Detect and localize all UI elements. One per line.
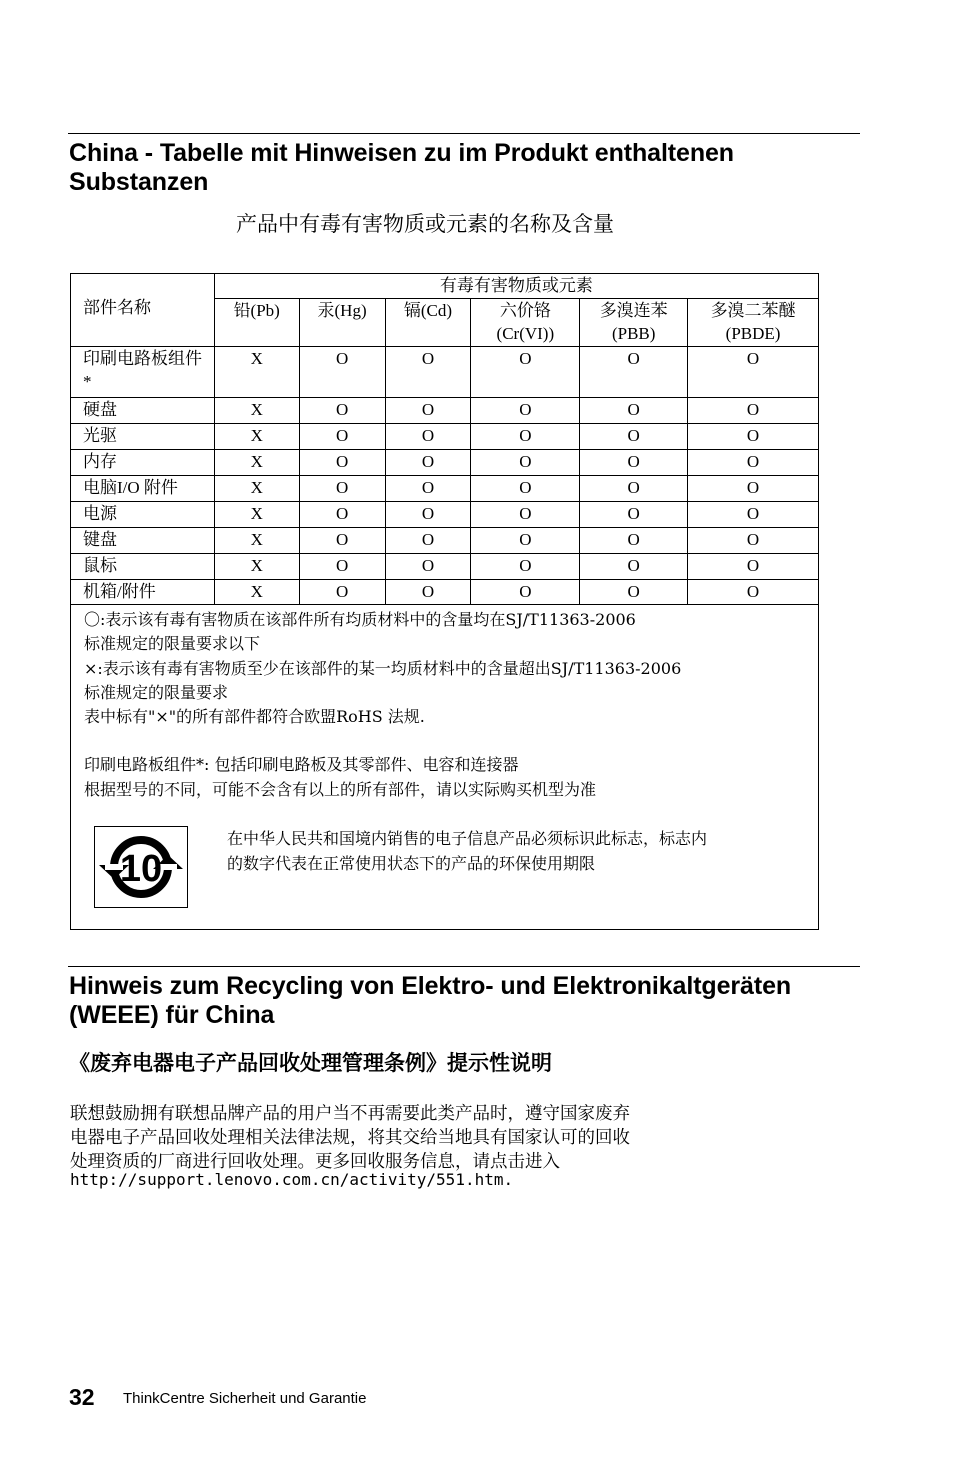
table-row [71,502,819,528]
value-cell: O [299,502,385,528]
note-rohs: 表中标有"×"的所有部件都符合欧盟RoHS 法规. [84,707,425,727]
value-cell: X [214,502,299,528]
header-col: 多溴二苯醚 (PBDE) [688,299,819,347]
part-cell: 电源 [71,502,215,528]
value-cell: O [385,554,471,580]
table-notes [84,608,681,802]
value-cell: O [580,580,688,605]
value-cell: O [385,528,471,554]
table-row [71,398,819,424]
part-cell: 键盘 [71,528,215,554]
value-cell: X [214,528,299,554]
section-rule-weee [68,966,860,967]
table-row [71,424,819,450]
value-cell: O [688,528,819,554]
part-cell: 鼠标 [71,554,215,580]
footer-doc-title: ThinkCentre Sicherheit und Garantie [123,1390,367,1407]
part-cell: 硬盘 [71,398,215,424]
value-cell: O [385,347,471,398]
value-cell: O [385,450,471,476]
value-cell: X [214,450,299,476]
value-cell: O [471,347,580,398]
value-cell: X [214,347,299,398]
value-cell: O [471,502,580,528]
note-o-line1: 〇:表示该有毒有害物质在该部件所有均质材料中的含量均在SJ/T11363-2006 [84,610,636,629]
note-model: 根据型号的不同，可能不会含有以上的所有部件，请以实际购买机型为准 [84,779,597,799]
header-col: 镉(Cd) [385,299,471,347]
value-cell: O [299,528,385,554]
table-row [71,554,819,580]
value-cell: O [471,476,580,502]
value-cell: O [385,424,471,450]
note-pcb: 印刷电路板组件*: 包括印刷电路板及其零部件、电容和连接器 [84,755,519,775]
table-row [71,450,819,476]
value-cell: O [688,554,819,580]
value-cell: O [471,554,580,580]
value-cell: O [580,528,688,554]
value-cell: O [580,476,688,502]
header-col: 六价铬 (Cr(VI)) [471,299,580,347]
recycling-service-link[interactable]: http://support.lenovo.com.cn/activity/551.htm. [70,1170,514,1189]
value-cell: O [580,424,688,450]
table-row [71,476,819,502]
value-cell: O [688,347,819,398]
note-o-line2: 标准规定的限量要求以下 [84,634,261,654]
note-x-line1: ×:表示该有毒有害物质至少在该部件的某一均质材料中的含量超出SJ/T11363-2006 [84,658,682,678]
table-row [71,528,819,554]
table-row [71,580,819,605]
epup-logo-description: 在中华人民共和国境内销售的电子信息产品必须标识此标志，标志内 的数字代表在正常使用状态下的产品的环保使用期限 [227,829,708,873]
value-cell: O [385,580,471,605]
value-cell: O [688,502,819,528]
value-cell: O [471,398,580,424]
value-cell: X [214,580,299,605]
header-col: 汞(Hg) [299,299,385,347]
part-cell: 电脑I/O 附件 [71,476,215,502]
value-cell: O [580,347,688,398]
section-rule-top [68,133,860,134]
value-cell: O [299,450,385,476]
header-substances-group: 有毒有害物质或元素 [214,274,818,299]
weee-title-cn: 《废弃电器电子产品回收处理管理条例》提示性说明 [69,1051,552,1075]
part-cell: 内存 [71,450,215,476]
value-cell: O [299,347,385,398]
value-cell: O [299,580,385,605]
value-cell: O [385,502,471,528]
table-title-cn: 产品中有毒有害物质或元素的名称及含量 [236,212,614,236]
value-cell: O [580,450,688,476]
value-cell: O [471,528,580,554]
value-cell: O [688,424,819,450]
weee-body-text: 联想鼓励拥有联想品牌产品的用户当不再需要此类产品时，遵守国家废弃 电器电子产品回收处理相关法律法规，将其交给当地具有国家认可的回收 处理资质的厂商进行回收处理。更多回收服务信息，请点击进入 [70,1104,630,1172]
svg-text:10: 10 [119,848,163,890]
value-cell: O [688,476,819,502]
header-col: 铅(Pb) [214,299,299,347]
part-cell: 光驱 [71,424,215,450]
epup-10-icon [94,826,188,908]
value-cell: X [214,424,299,450]
value-cell: O [580,398,688,424]
note-x-line2: 标准规定的限量要求 [84,682,229,702]
value-cell: O [688,398,819,424]
value-cell: O [471,450,580,476]
value-cell: O [385,398,471,424]
table-row [71,347,819,398]
value-cell: O [385,476,471,502]
section-heading-weee: Hinweis zum Recycling von Elektro- und Elektronikaltgeräten (WEEE) für China [69,972,792,1029]
part-cell: 机箱/附件 [71,580,215,605]
section-heading-substances: China - Tabelle mit Hinweisen zu im Produkt enthaltenen Substanzen [69,139,734,196]
part-cell: 印刷电路板组件* [71,347,215,398]
value-cell: X [214,554,299,580]
value-cell: O [688,580,819,605]
header-col: 多溴连苯 (PBB) [580,299,688,347]
value-cell: O [580,502,688,528]
value-cell: O [688,450,819,476]
header-part-name: 部件名称 [71,274,215,347]
value-cell: O [299,424,385,450]
value-cell: O [580,554,688,580]
value-cell: O [299,476,385,502]
value-cell: X [214,398,299,424]
value-cell: O [471,424,580,450]
value-cell: O [471,580,580,605]
page-number: 32 [69,1384,95,1410]
value-cell: O [299,554,385,580]
value-cell: X [214,476,299,502]
value-cell: O [299,398,385,424]
